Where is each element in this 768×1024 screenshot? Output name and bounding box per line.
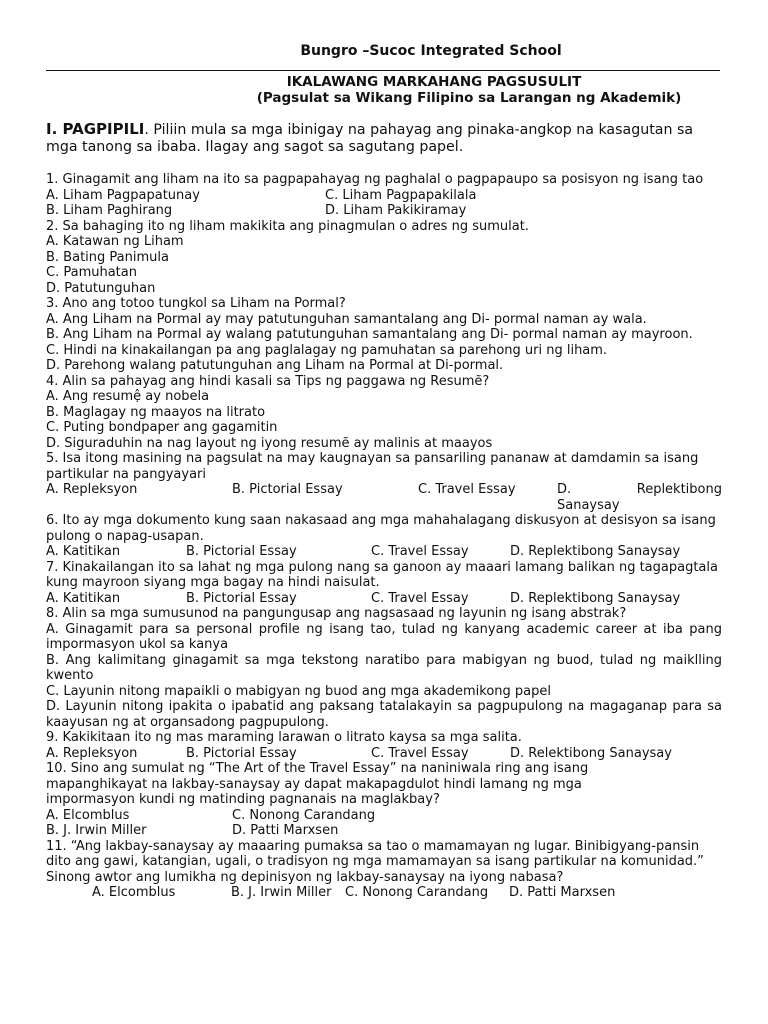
question-11: 11. “Ang lakbay-sanaysay ay maaaring pumaksa sa tao o mamamayan ng lugar. Binibigyang-pansin dito ang gawi, katangian, ugali, o tradisyon ng mga mamamayan sa isang partikular na komunidad.” Sinong awtor ang lumikha ng depinisyon ng lakbay-sanaysay na iyong nabasa?	[46, 838, 704, 885]
choice-a: A. Katitikan	[46, 590, 121, 606]
choice-a: A. Repleksyon	[46, 482, 138, 497]
choice-c: C. Puting bondpaper ang gagamitin	[46, 420, 278, 435]
question-list	[46, 172, 722, 901]
choice-b: B. Bating Panimula	[46, 249, 169, 265]
header-divider	[46, 70, 720, 71]
choice-row	[46, 885, 722, 901]
choice-b: B. J. Irwin Miller	[46, 823, 147, 838]
choice-b: B. Ang Liham na Pormal ay walang patutunguhan samantalang ang Di- pormal naman ay mayroon.	[46, 327, 693, 342]
choice-d: D. Siguraduhin na nag layout ng iyong resumẽ ay malinis at maayos	[46, 435, 493, 451]
choice-c: C. Hindi na kinakailangan pa ang paglalagay ng pamuhatan sa parehong uri ng liham.	[46, 342, 608, 358]
choice-row	[46, 482, 722, 513]
choice-row	[46, 203, 722, 219]
question-9: 9. Kakikitaan ito ng mas maraming larawan o litrato kaysa sa mga salita.	[46, 730, 522, 745]
choice-row	[46, 188, 722, 204]
choice-d: D. Relektibong Sanaysay	[510, 745, 672, 761]
school-name: Bungro –Sucoc Integrated School	[300, 43, 562, 59]
choice-d: D. Patti Marxsen	[232, 823, 339, 838]
choice-b: B. Maglagay ng maayos na litrato	[46, 404, 266, 420]
choice-d: D. Patti Marxsen	[509, 885, 616, 900]
choice-d: D. Replektibong Sanaysay	[510, 590, 681, 606]
question-2: 2. Sa bahaging ito ng liham makikita ang pinagmulan o adres ng sumulat.	[46, 218, 529, 234]
choice-a: A. Repleksyon	[46, 745, 138, 761]
choice-a: A. Liham Pagpapatunay	[46, 187, 200, 203]
choice-c: C. Travel Essay	[371, 745, 469, 761]
choice-row	[46, 544, 722, 560]
choice-d: D. Replektibong Sanaysay	[557, 482, 722, 513]
choice-d: D. Layunin nitong ipakita o ipabatid ang paksang tatalakayin sa pagpupulong na magaganap para sa kaayusan ng at organsadong pagpupulong.	[46, 699, 722, 730]
question-8: 8. Alin sa mga sumusunod na pangungusap ang nagsasaad ng layunin ng isang abstrak?	[46, 606, 627, 621]
question-6: 6. Ito ay mga dokumento kung saan nakasaad ang mga mahahalagang diskusyon at desisyon sa isang pulong o napag-usapan.	[46, 513, 716, 544]
question-4: 4. Alin sa pahayag ang hindi kasali sa Tips ng paggawa ng Resumẽ?	[46, 373, 490, 389]
choice-a: A. Ang resumệ ay nobela	[46, 389, 210, 404]
choice-c: C. Liham Pagpapakilala	[325, 187, 477, 203]
choice-c: C. Travel Essay	[371, 590, 469, 606]
choice-row	[46, 591, 722, 607]
choice-b: B. Pictorial Essay	[186, 544, 297, 559]
choice-a: A. Katawan ng Liham	[46, 234, 184, 249]
choice-c: C. Travel Essay	[418, 482, 516, 497]
choice-d: D. Replektibong Sanaysay	[510, 544, 681, 559]
choice-c: C. Layunin nitong mapaikli o mabigyan ng buod ang mga akademikong papel	[46, 683, 551, 699]
section-label: I. PAGPIPILI	[46, 120, 145, 138]
choice-a: A. Elcomblus	[46, 807, 130, 823]
choice-b: B. Pictorial Essay	[232, 482, 343, 497]
instructions	[46, 121, 726, 156]
question-7: 7. Kinakailangan ito sa lahat ng mga pulong nang sa ganoon ay maaari lamang balikan ng tagapagtala kung mayroon siyang mga bagay na hindi naisulat.	[46, 559, 718, 590]
exam-subtitle: (Pagsulat sa Wikang Filipino sa Larangan ng Akademik)	[256, 90, 682, 106]
exam-title: IKALAWANG MARKAHANG PAGSUSULIT	[286, 74, 582, 90]
choice-c: C. Nonong Carandang	[345, 885, 489, 900]
choice-row	[46, 746, 722, 762]
choice-b: B. Ang kalimitang ginagamit sa mga tekstong naratibo para mabigyan ng buod, tulad ng maiklling kwento	[46, 652, 722, 683]
choice-a: A. Ginagamit para sa personal profile ng isang tao, tulad ng kanyang academic career at iba pang impormasyon ukol sa kanya	[46, 621, 722, 652]
choice-a: A. Katitikan	[46, 544, 121, 559]
instructions-text: . Piliin mula sa mga ibinigay na pahayag ang pinaka-angkop na kasagutan sa mga tanong sa ibaba. Ilagay ang sagot sa sagutang papel.	[46, 122, 694, 155]
choice-b: B. J. Irwin Miller	[231, 885, 332, 900]
choice-c: C. Pamuhatan	[46, 265, 137, 280]
question-1: 1. Ginagamit ang liham na ito sa pagpapahayag ng paghalal o pagpapaupo sa posisyon ng isang tao	[46, 172, 704, 187]
choice-row	[46, 823, 722, 839]
choice-d: D. Liham Pakikiramay	[325, 203, 467, 218]
question-5: 5. Isa itong masining na pagsulat na may kaugnayan sa pansariling pananaw at damdamin sa isang partikular na pangyayari	[46, 451, 699, 482]
choice-d: D. Patutunguhan	[46, 280, 156, 296]
question-10: 10. Sino ang sumulat ng “The Art of the Travel Essay” na naniniwala ring ang isang mapanghikayat na lakbay-sanaysay ay dapat makapagdulot hindi lamang ng mga impormasyon kundi ng matinding pagnanais na maglakbay?	[46, 761, 589, 807]
choice-a: A. Ang Liham na Pormal ay may patutunguhan samantalang ang Di- pormal naman ay wala.	[46, 311, 647, 327]
choice-row	[46, 808, 722, 824]
choice-c: C. Travel Essay	[371, 544, 469, 559]
choice-b: B. Pictorial Essay	[186, 590, 297, 606]
choice-c: C. Nonong Carandang	[232, 807, 376, 823]
choice-d: D. Parehong walang patutunguhan ang Liham na Pormal at Di-pormal.	[46, 358, 504, 373]
choice-b: B. Liham Paghirang	[46, 203, 173, 218]
choice-b: B. Pictorial Essay	[186, 745, 297, 761]
question-3: 3. Ano ang totoo tungkol sa Liham na Pormal?	[46, 296, 346, 311]
choice-a: A. Elcomblus	[92, 885, 176, 900]
